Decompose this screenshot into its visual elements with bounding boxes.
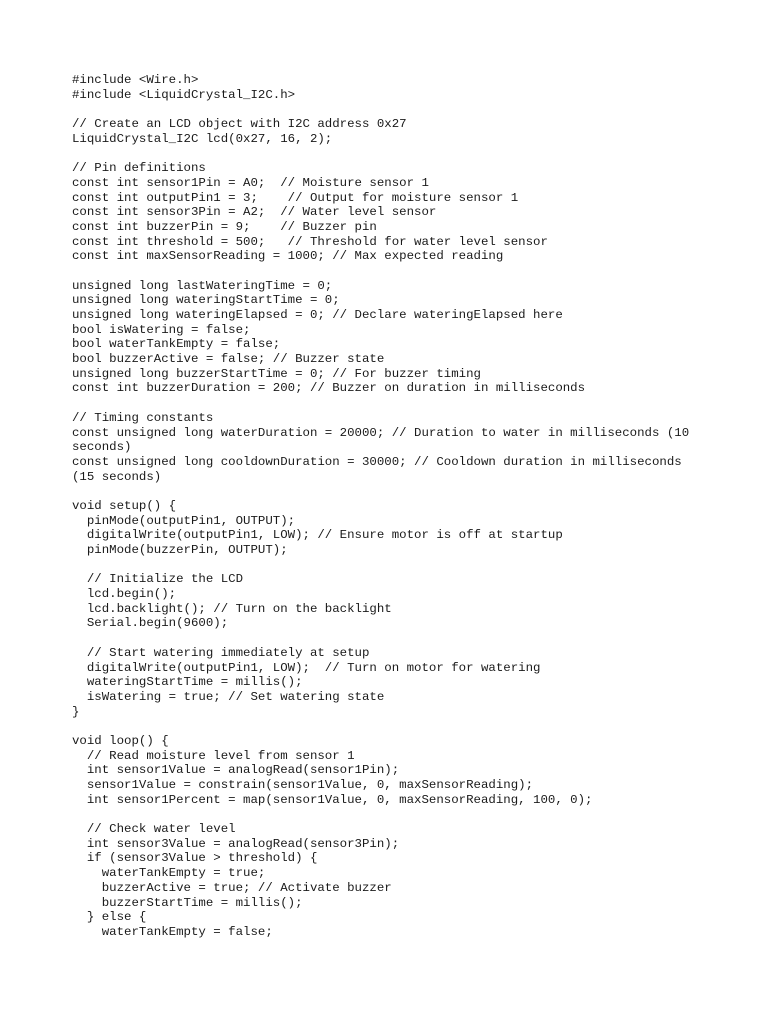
code-line: } — [72, 704, 80, 719]
code-line: const unsigned long cooldownDuration = 30000; // Cooldown duration in milliseconds — [72, 454, 682, 469]
code-line: const int threshold = 500; // Threshold for water level sensor — [72, 234, 548, 249]
code-line: // Initialize the LCD — [72, 572, 244, 587]
code-line: bool waterTankEmpty = false; — [72, 337, 281, 352]
code-line: unsigned long buzzerStartTime = 0; // For buzzer timing — [72, 366, 481, 381]
code-line: waterTankEmpty = true; — [72, 866, 266, 881]
code-line: const int maxSensorReading = 1000; // Max expected reading — [72, 249, 504, 264]
code-line: void loop() { — [72, 733, 169, 748]
blank-line — [72, 102, 732, 117]
blank-line — [72, 484, 732, 499]
code-line: unsigned long wateringElapsed = 0; // Declare wateringElapsed here — [72, 308, 563, 322]
code-line: lcd.backlight(); // Turn on the backlight — [72, 601, 392, 616]
code-line: int sensor3Value = analogRead(sensor3Pin); — [72, 836, 400, 851]
code-line: seconds) — [72, 440, 132, 455]
code-line: int sensor1Value = analogRead(sensor1Pin); — [72, 763, 400, 778]
code-line: pinMode(buzzerPin, OUTPUT); — [72, 543, 288, 557]
code-line: waterTankEmpty = false; — [72, 924, 273, 939]
code-line: #include <Wire.h> — [72, 73, 199, 87]
code-line: bool buzzerActive = false; // Buzzer state — [72, 352, 385, 367]
code-line: const unsigned long waterDuration = 20000; // Duration to water in milliseconds (10 — [72, 425, 690, 440]
code-line: lcd.begin(); — [72, 587, 177, 602]
code-line: pinMode(outputPin1, OUTPUT); — [72, 513, 296, 528]
code-listing — [72, 73, 732, 940]
blank-line — [72, 146, 732, 161]
code-line: } else { — [72, 910, 147, 925]
code-line: // Read moisture level from sensor 1 — [72, 748, 355, 763]
code-line: buzzerStartTime = millis(); — [72, 895, 303, 910]
code-line: const int sensor1Pin = A0; // Moisture sensor 1 — [72, 175, 429, 190]
code-line: digitalWrite(outputPin1, LOW); // Ensure motor is off at startup — [72, 528, 563, 543]
code-line: const int sensor3Pin = A2; // Water level sensor — [72, 205, 437, 220]
code-line: const int outputPin1 = 3; // Output for moisture sensor 1 — [72, 190, 519, 205]
code-line: // Timing constants — [72, 410, 214, 425]
blank-line — [72, 558, 732, 573]
code-line: if (sensor3Value > threshold) { — [72, 851, 318, 866]
code-line: unsigned long lastWateringTime = 0; — [72, 278, 333, 293]
code-line: isWatering = true; // Set watering state — [72, 689, 385, 704]
code-line: unsigned long wateringStartTime = 0; — [72, 293, 340, 308]
blank-line — [72, 807, 732, 822]
code-line: sensor1Value = constrain(sensor1Value, 0, maxSensorReading); — [72, 778, 534, 792]
blank-line — [72, 264, 732, 279]
code-line: #include <LiquidCrystal_I2C.h> — [72, 87, 296, 102]
code-line: wateringStartTime = millis(); — [72, 675, 303, 690]
code-line: int sensor1Percent = map(sensor1Value, 0, maxSensorReading, 100, 0); — [72, 792, 593, 807]
blank-line — [72, 396, 732, 411]
blank-line — [72, 719, 732, 734]
code-line: digitalWrite(outputPin1, LOW); // Turn on motor for watering — [72, 660, 541, 675]
code-line: // Start watering immediately at setup — [72, 645, 370, 660]
blank-line — [72, 631, 732, 646]
code-line: // Create an LCD object with I2C address 0x27 — [72, 117, 407, 132]
code-line: bool isWatering = false; — [72, 322, 251, 337]
code-line: (15 seconds) — [72, 469, 162, 484]
code-line: void setup() { — [72, 498, 177, 513]
code-line: buzzerActive = true; // Activate buzzer — [72, 880, 392, 895]
code-line: // Pin definitions — [72, 161, 206, 176]
code-line: // Check water level — [72, 822, 236, 837]
code-line: LiquidCrystal_I2C lcd(0x27, 16, 2); — [72, 131, 333, 146]
code-line: const int buzzerDuration = 200; // Buzzer on duration in milliseconds — [72, 381, 586, 396]
code-line: Serial.begin(9600); — [72, 616, 229, 631]
code-line: const int buzzerPin = 9; // Buzzer pin — [72, 219, 377, 234]
